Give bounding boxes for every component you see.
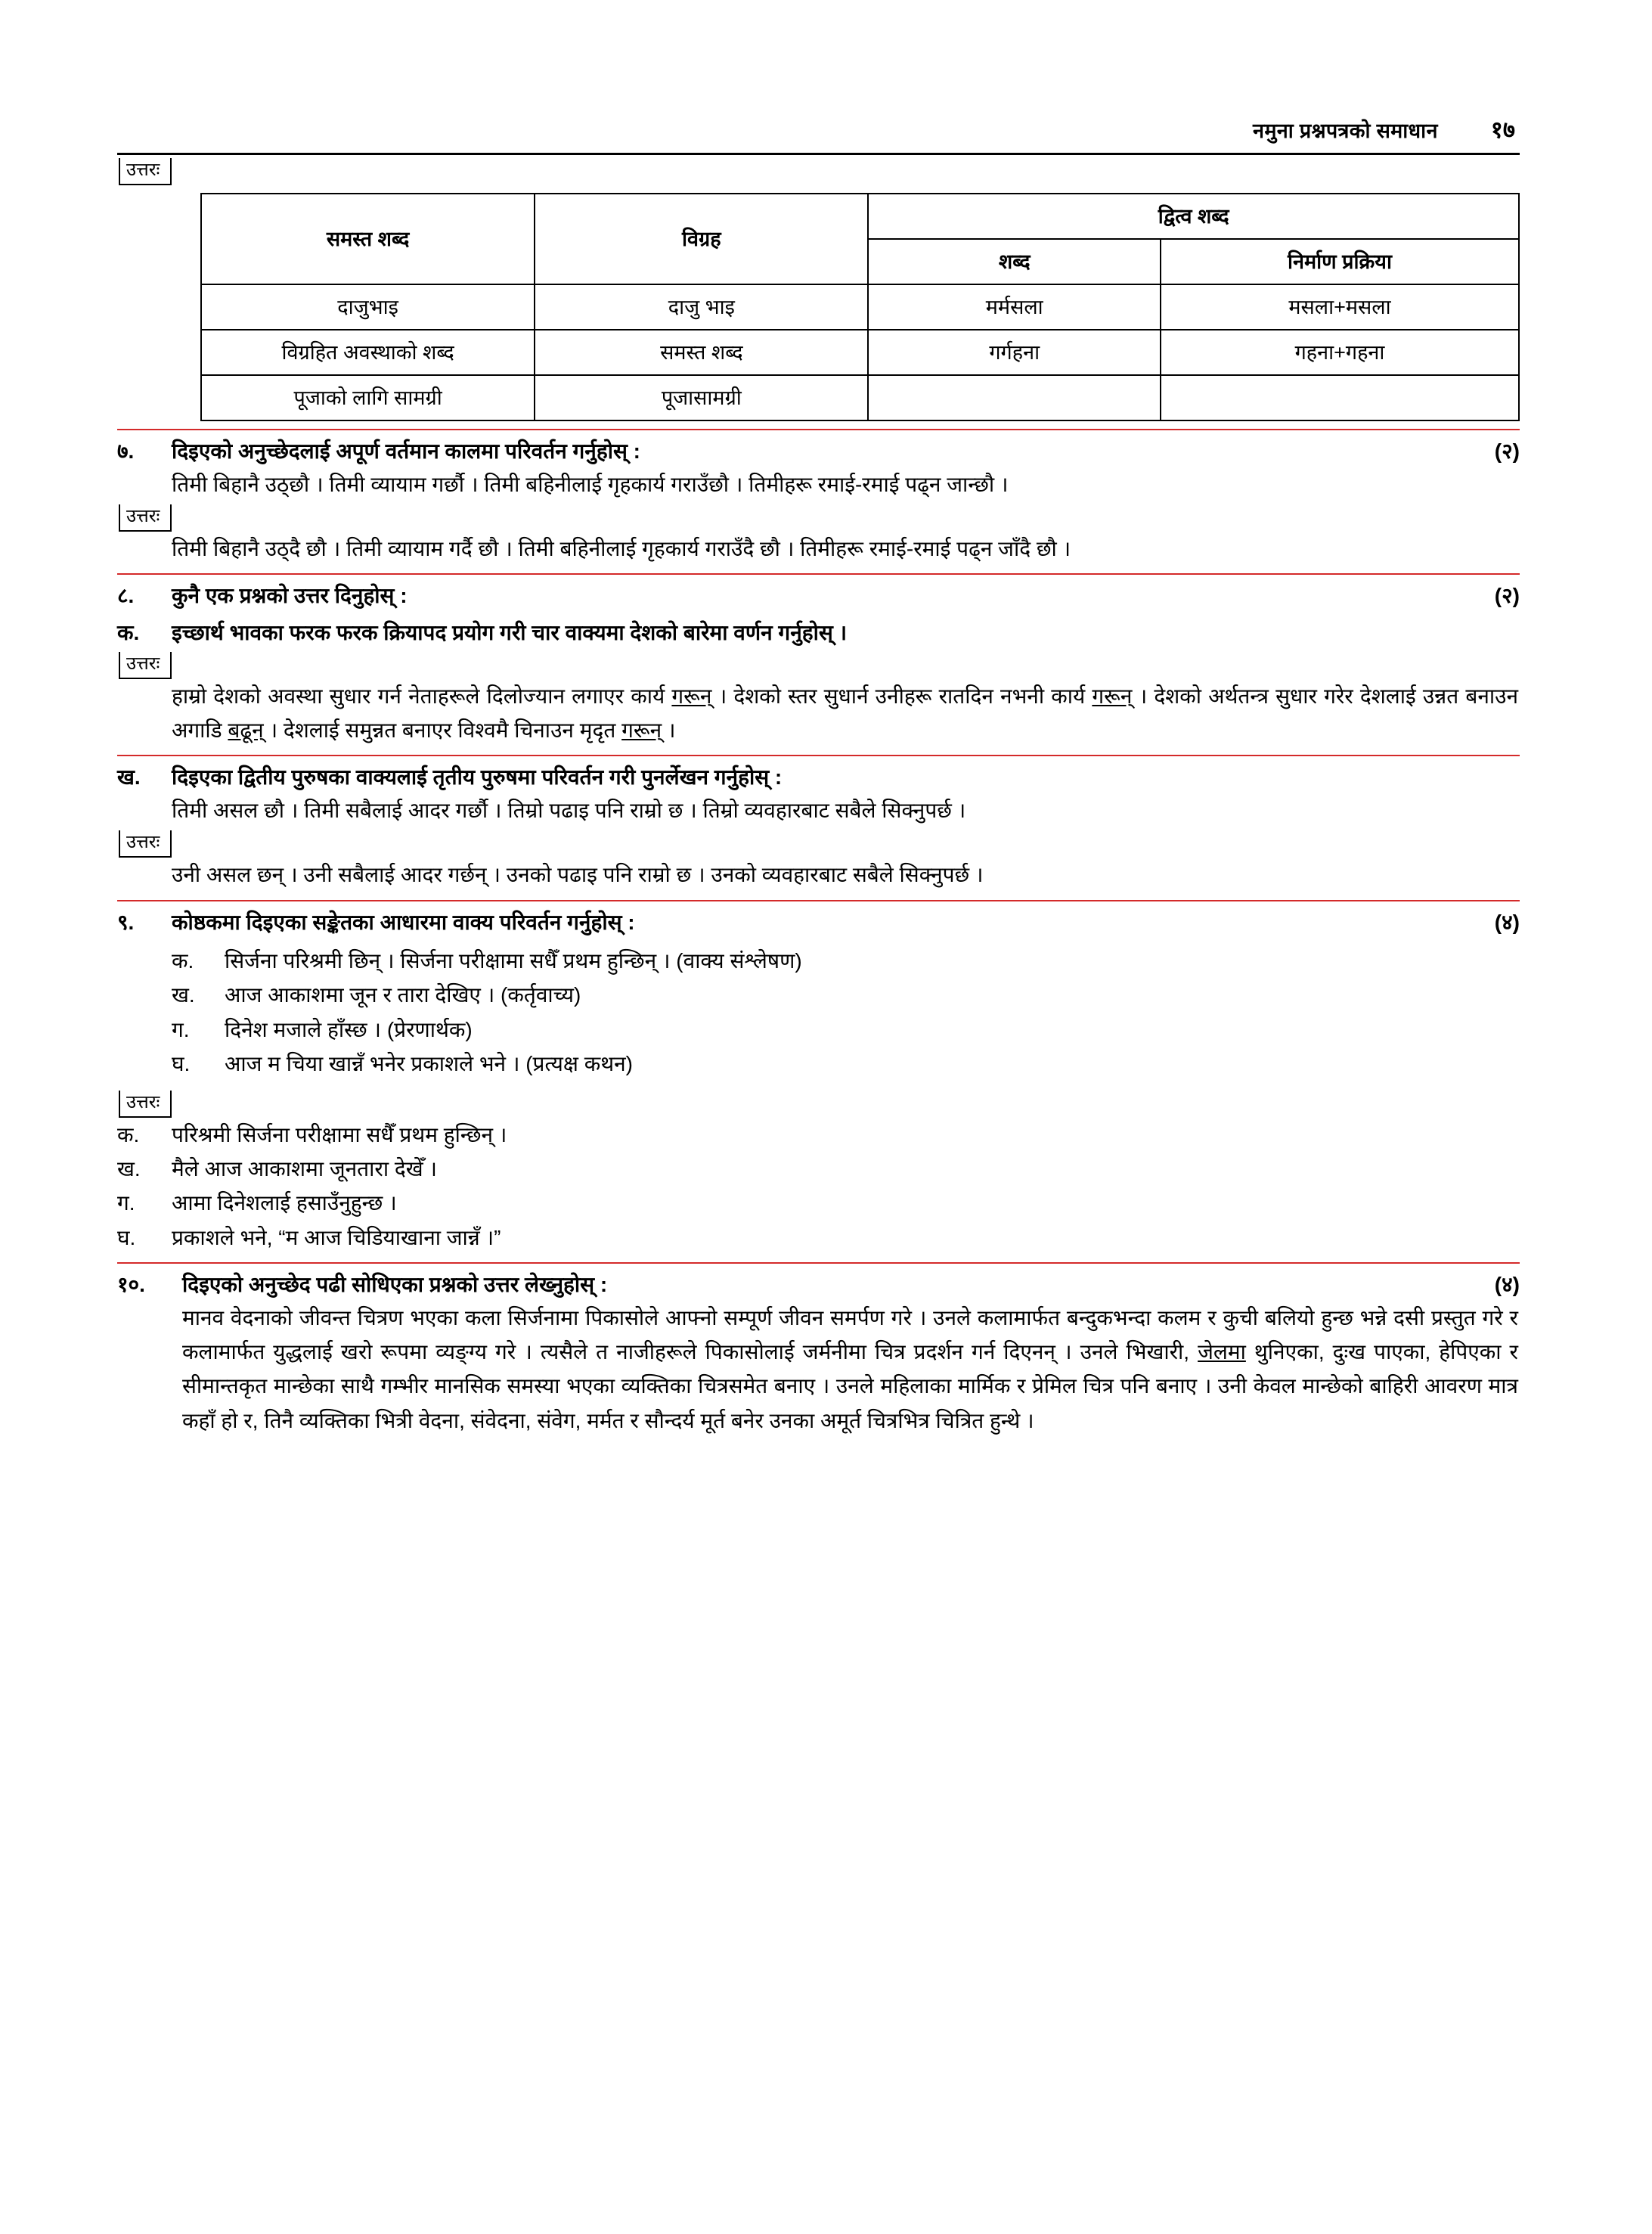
table-subheader-cell-1: शब्द [868,239,1161,284]
question-marks: (४) [1494,910,1520,934]
table-cell: गहना+गहना [1161,330,1519,375]
list-item [172,1013,1520,1047]
table-row [201,284,1519,330]
part-label: क. [117,620,140,644]
part-text: दिइएका द्वितीय पुरुषका वाक्यलाई तृतीय पुरुषमा परिवर्तन गरी पुनर्लेखन गर्नुहोस् : [172,765,783,790]
header-title: नमुना प्रश्नपत्रको समाधान [1253,119,1438,142]
answer-label: उत्तरः [119,1091,172,1118]
answer-tag-block-8b [117,827,1520,858]
answer-label: उत्तरः [119,830,172,858]
answer-label: उत्तरः [119,158,172,185]
table-cell: दाजुभाइ [201,284,535,330]
answer-tag-block-1 [117,155,1520,185]
question-8-part-b [117,762,1520,793]
section-divider [117,429,1520,430]
item-text: सिर्जना परिश्रमी छिन् । सिर्जना परीक्षामा सधैँ प्रथम हुन्छिन् । (वाक्य संश्लेषण) [225,949,802,973]
table-cell: मसला+मसला [1161,284,1519,330]
question-9 [117,908,1520,939]
answer-item [117,1118,1520,1152]
section-divider [117,900,1520,901]
question-8-part-a [117,618,1520,649]
question-text: दिइएको अनुच्छेद पढी सोधिएका प्रश्नको उत्तर लेख्नुहोस् : [182,1273,608,1296]
question-number: १०. [117,1273,145,1296]
answer-item [117,1221,1520,1255]
answer-tag-block-8a [117,649,1520,679]
question-7-passage: तिमी बिहानै उठ्छौ । तिमी व्यायाम गर्छौ । तिमी बहिनीलाई गृहकार्य गराउँछौ । तिमीहरू रमाई-रमाई पढ्न जान्छौ । [172,472,1009,496]
item-text: आज आकाशमा जून र तारा देखिए । (कर्तृवाच्य) [225,983,581,1007]
section-divider [117,573,1520,575]
question-marks: (२) [1494,584,1520,608]
table-cell: दाजु भाइ [535,284,868,330]
table-cell: विग्रहित अवस्थाको शब्द [201,330,535,375]
table-cell [868,375,1161,420]
table-header-cell-2: विग्रह [535,194,868,284]
list-item [172,1047,1520,1081]
table-header-cell-3: द्वित्व शब्द [868,194,1519,239]
item-label: ग. [117,1191,135,1215]
question-number: ८. [117,584,135,608]
item-label: ख. [117,1156,141,1181]
item-text: परिश्रमी सिर्जना परीक्षामा सधैँ प्रथम हुन्छिन् । [172,1122,507,1146]
item-label: घ. [117,1225,136,1249]
item-label: क. [172,949,194,973]
question-8b-passage: तिमी असल छौ । तिमी सबैलाई आदर गर्छौ । तिम्रो पढाइ पनि राम्रो छ । तिम्रो व्यवहारबाट सबैले सिक्नुपर्छ । [172,798,966,822]
item-label: ग. [172,1017,190,1041]
answer-tag-block-9 [117,1088,1520,1118]
question-7 [117,436,1520,467]
table-row [201,375,1519,420]
question-7-answer: तिमी बिहानै उठ्दै छौ । तिमी व्यायाम गर्दै छौ । तिमी बहिनीलाई गृहकार्य गराउँदै छौ । तिमीहरू रमाई-रमाई पढ्न जाँदै छौ । [172,536,1071,560]
question-marks: (२) [1494,439,1520,463]
question-number: ९. [117,910,135,934]
section-divider [117,755,1520,756]
item-label: घ. [172,1052,191,1076]
table-header-cell-1: समस्त शब्द [201,194,535,284]
part-text: इच्छार्थ भावका फरक फरक क्रियापद प्रयोग गरी चार वाक्यमा देशको बारेमा वर्णन गर्नुहोस् । [172,620,848,644]
item-text: प्रकाशले भने, “म आज चिडियाखाना जान्नँ ।” [172,1225,501,1249]
question-text: दिइएको अनुच्छेदलाई अपूर्ण वर्तमान कालमा परिवर्तन गर्नुहोस् : [172,439,640,463]
item-text: दिनेश मजाले हाँस्छ । (प्रेरणार्थक) [225,1017,473,1041]
question-8 [117,581,1520,612]
item-text: आमा दिनेशलाई हसाउँनुहुन्छ । [172,1191,397,1215]
table-subheader-cell-2: निर्माण प्रक्रिया [1161,239,1519,284]
section-divider [117,1262,1520,1264]
question-marks: (४) [1494,1273,1520,1296]
question-text: कुनै एक प्रश्नको उत्तर दिनुहोस् : [172,584,408,608]
answer-label: उत्तरः [119,504,172,532]
answer-item [117,1152,1520,1186]
list-item [172,944,1520,978]
answer-label: उत्तरः [119,652,172,679]
table-cell: पूजाको लागि सामग्री [201,375,535,420]
list-item [172,978,1520,1012]
answer-tag-block-7 [117,501,1520,532]
question-text: कोष्ठकमा दिइएका सङ्केतका आधारमा वाक्य परिवर्तन गर्नुहोस् : [172,910,635,934]
table-cell: पूजासामग्री [535,375,868,420]
question-10-passage: मानव वेदनाको जीवन्त चित्रण भएका कला सिर्जनामा पिकासोले आफ्नो सम्पूर्ण जीवन समर्पण गरे । उनले कलामार्फत बन्दुकभन्दा कलम र कुची बलियो हुन्छ भन्ने दसी प्रस्तुत गरे र कलामार्फत युद्धलाई खरो रूपमा व्यङ्ग्य गरे । त्यसैले त नाजीहरूले पिकासोलाई जर्मनीमा चित्र प्रदर्शन गर्न दिएनन् । उनले भिखारी, जेलमा थुनिएका, दुःख पाएका, हेपिएका र सीमान्तकृत मान्छेका साथै गम्भीर मानसिक समस्या भएका व्यक्तिका चित्रसमेत बनाए । उनले महिलाका मार्मिक र प्रेमिल चित्र पनि बनाए । उनी केवल मान्छेको बाहिरी आवरण मात्र कहाँ हो र, तिनै व्यक्तिका भित्री वेदना, संवेदना, संवेग, मर्मत र सौन्दर्य मूर्त बनेर उनका अमूर्त चित्रभित्र चित्रित हुन्थे । [182,1305,1519,1432]
table-header-row [201,194,1519,239]
question-number: ७. [117,439,135,463]
item-text: मैले आज आकाशमा जूनतारा देखेँ । [172,1156,438,1181]
item-label: क. [117,1122,140,1146]
table-cell: समस्त शब्द [535,330,868,375]
table-cell: गर्गहना [868,330,1161,375]
item-label: ख. [172,983,195,1007]
part-label: ख. [117,765,141,790]
answer-item [117,1186,1520,1220]
page-number: १७ [1490,116,1515,143]
table-cell [1161,375,1519,420]
table-cell: मर्मसला [868,284,1161,330]
question-10 [117,1270,1520,1301]
question-8a-answer: हाम्रो देशको अवस्था सुधार गर्न नेताहरूले दिलोज्यान लगाएर कार्य गरून् । देशको स्तर सुधार्न उनीहरू रातदिन नभनी कार्य गरून् । देशको अर्थतन्त्र सुधार गरेर देशलाई उन्नत बनाउन अगाडि बढून् । देशलाई समुन्नत बनाएर विश्वमै चिनाउन मृदृत गरून् । [172,684,1518,742]
item-text: आज म चिया खान्नँ भनेर प्रकाशले भने । (प्रत्यक्ष कथन) [225,1052,633,1076]
question-8b-answer: उनी असल छन् । उनी सबैलाई आदर गर्छन् । उनको पढाइ पनि राम्रो छ । उनको व्यवहारबाट सबैले सिक्नुपर्छ । [172,863,984,887]
page-header [117,113,1520,145]
word-analysis-table [200,193,1520,421]
table-row [201,330,1519,375]
